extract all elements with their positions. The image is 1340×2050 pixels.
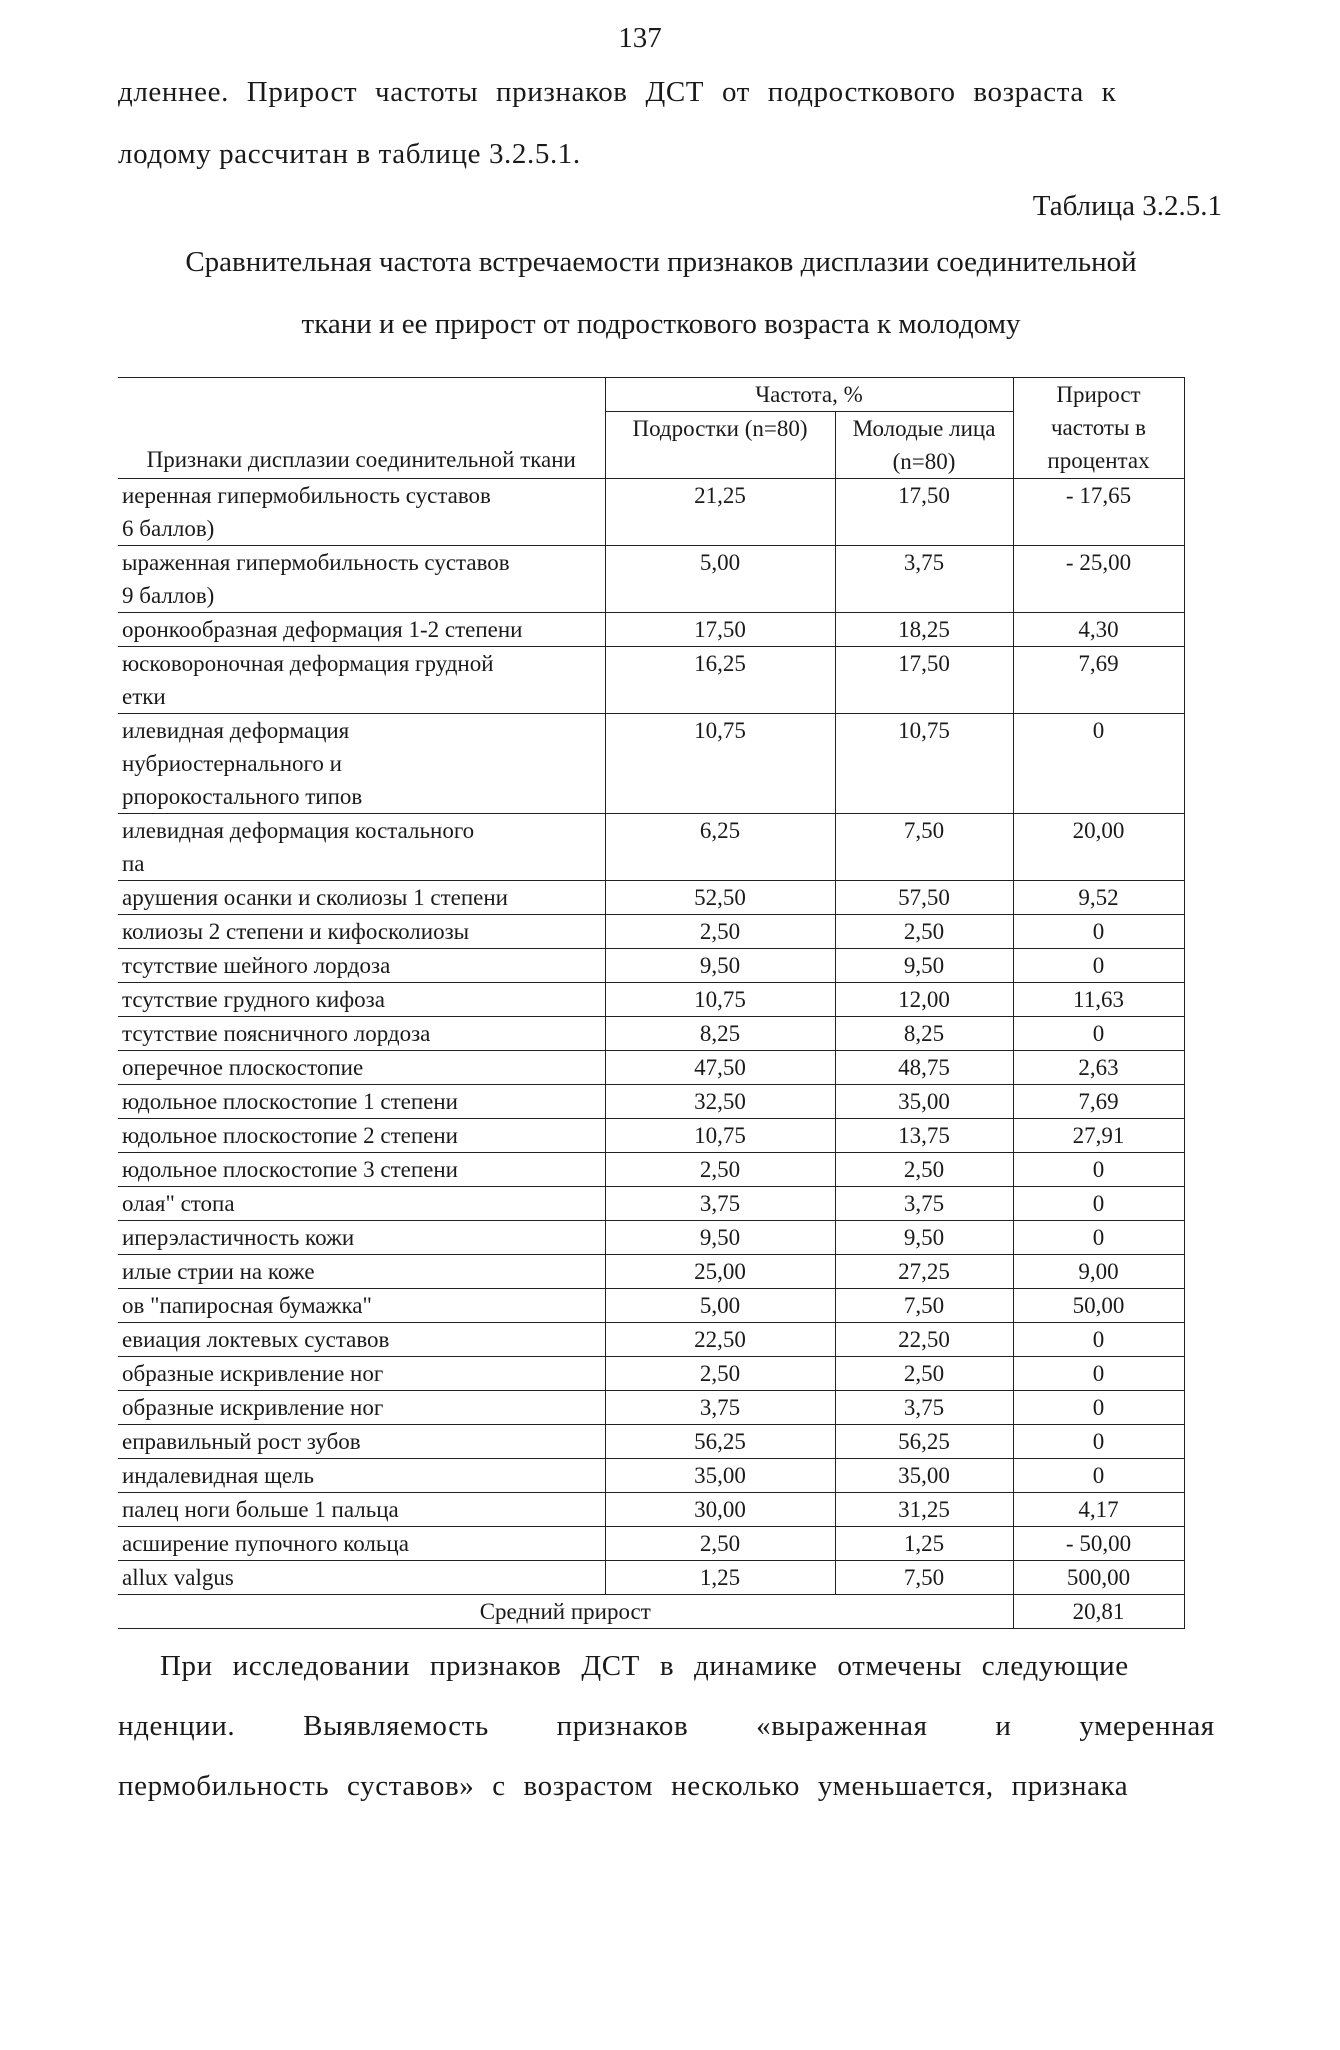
row-growth-value: 0 [1013,949,1184,983]
row-growth-value: 0 [1013,915,1184,949]
table-row [118,949,1184,983]
summary-label: Средний прирост [118,1595,1013,1629]
row-young-value: 31,25 [835,1493,1013,1527]
row-sign: тсутствие шейного лордоза [118,949,605,983]
table-row [118,1561,1184,1595]
row-sign: иеренная гипермобильность суставов 6 баллов) [118,479,605,546]
row-young-value: 12,00 [835,983,1013,1017]
row-teens-value: 10,75 [605,983,835,1017]
table-row [118,613,1184,647]
outro-line-1: При исследовании признаков ДСТ в динамике отмечены следующие [160,1650,1129,1682]
table-caption-line-2: ткани и ее прирост от подросткового возраста к молодому [301,308,1021,340]
row-young-value: 56,25 [835,1425,1013,1459]
row-growth-value: 0 [1013,1153,1184,1187]
row-young-value: 10,75 [835,714,1013,814]
row-growth-value: - 50,00 [1013,1527,1184,1561]
row-teens-value: 22,50 [605,1323,835,1357]
row-sign: образные искривление ног [118,1391,605,1425]
row-young-value: 9,50 [835,1221,1013,1255]
table-row [118,1323,1184,1357]
header-frequency: Частота, % [605,378,1013,412]
row-teens-value: 5,00 [605,1289,835,1323]
row-growth-value: 500,00 [1013,1561,1184,1595]
row-growth-value: 0 [1013,714,1184,814]
summary-value: 20,81 [1013,1595,1184,1629]
table-row [118,1119,1184,1153]
table-row [118,714,1184,814]
row-growth-value: 0 [1013,1221,1184,1255]
row-young-value: 35,00 [835,1459,1013,1493]
row-young-value: 13,75 [835,1119,1013,1153]
row-growth-value: - 25,00 [1013,546,1184,613]
row-young-value: 17,50 [835,647,1013,714]
row-sign: илевидная деформация костального па [118,814,605,881]
row-young-value: 27,25 [835,1255,1013,1289]
row-teens-value: 9,50 [605,949,835,983]
row-sign: еправильный рост зубов [118,1425,605,1459]
row-young-value: 7,50 [835,1561,1013,1595]
header-young: Молодые лица (n=80) [835,412,1013,479]
table-row [118,814,1184,881]
row-growth-value: 20,00 [1013,814,1184,881]
row-growth-value: 0 [1013,1323,1184,1357]
outro-line-2: нденции. Выявляемость признаков «выраженная и умеренная [118,1710,1215,1742]
row-sign: ыраженная гипермобильность суставов 9 баллов) [118,546,605,613]
table-row [118,881,1184,915]
row-growth-value: - 17,65 [1013,479,1184,546]
row-sign: юдольное плоскостопие 3 степени [118,1153,605,1187]
intro-line-1: дленнее. Прирост частоты признаков ДСТ от подросткового возраста к [118,76,1117,108]
row-sign: юдольное плоскостопие 2 степени [118,1119,605,1153]
header-signs: Признаки дисплазии соединительной ткани [118,378,605,479]
row-teens-value: 56,25 [605,1425,835,1459]
row-sign: тсутствие грудного кифоза [118,983,605,1017]
table-label: Таблица 3.2.5.1 [1032,190,1222,222]
row-growth-value: 11,63 [1013,983,1184,1017]
table-body [118,479,1184,1595]
table-row [118,1221,1184,1255]
row-teens-value: 10,75 [605,1119,835,1153]
row-teens-value: 2,50 [605,915,835,949]
table-row [118,1051,1184,1085]
outro-line-3: пермобильность суставов» с возрастом несколько уменьшается, признака [118,1770,1129,1802]
row-young-value: 3,75 [835,1187,1013,1221]
table-row [118,1255,1184,1289]
table-row [118,1085,1184,1119]
table-row [118,1357,1184,1391]
row-young-value: 2,50 [835,1153,1013,1187]
table-row [118,1391,1184,1425]
row-sign: юсковороночная деформация грудной етки [118,647,605,714]
row-growth-value: 0 [1013,1425,1184,1459]
row-sign: асширение пупочного кольца [118,1527,605,1561]
row-teens-value: 3,75 [605,1187,835,1221]
row-sign: оперечное плоскостопие [118,1051,605,1085]
row-sign: тсутствие поясничного лордоза [118,1017,605,1051]
row-sign: палец ноги больше 1 пальца [118,1493,605,1527]
row-sign: евиация локтевых суставов [118,1323,605,1357]
summary-row [118,1595,1184,1629]
row-growth-value: 50,00 [1013,1289,1184,1323]
row-teens-value: 3,75 [605,1391,835,1425]
row-teens-value: 5,00 [605,546,835,613]
dst-frequency-table [118,377,1185,1629]
row-sign: илевидная деформация нубриостернального и рпорокостального типов [118,714,605,814]
row-growth-value: 7,69 [1013,1085,1184,1119]
row-sign: олая" стопа [118,1187,605,1221]
row-teens-value: 17,50 [605,613,835,647]
row-teens-value: 16,25 [605,647,835,714]
row-growth-value: 4,30 [1013,613,1184,647]
row-young-value: 7,50 [835,814,1013,881]
row-teens-value: 2,50 [605,1153,835,1187]
row-young-value: 2,50 [835,1357,1013,1391]
page-number: 137 [618,22,662,54]
table-row [118,1017,1184,1051]
row-sign: иперэластичность кожи [118,1221,605,1255]
row-growth-value: 0 [1013,1357,1184,1391]
row-young-value: 35,00 [835,1085,1013,1119]
row-teens-value: 6,25 [605,814,835,881]
row-young-value: 3,75 [835,546,1013,613]
row-young-value: 7,50 [835,1289,1013,1323]
row-young-value: 2,50 [835,915,1013,949]
row-growth-value: 7,69 [1013,647,1184,714]
row-teens-value: 25,00 [605,1255,835,1289]
table-row [118,1153,1184,1187]
row-growth-value: 0 [1013,1391,1184,1425]
row-growth-value: 27,91 [1013,1119,1184,1153]
row-teens-value: 9,50 [605,1221,835,1255]
table-row [118,546,1184,613]
row-sign: allux valgus [118,1561,605,1595]
row-growth-value: 0 [1013,1459,1184,1493]
row-growth-value: 0 [1013,1187,1184,1221]
row-young-value: 9,50 [835,949,1013,983]
row-sign: образные искривление ног [118,1357,605,1391]
row-teens-value: 35,00 [605,1459,835,1493]
table-row [118,1459,1184,1493]
row-teens-value: 32,50 [605,1085,835,1119]
table-row [118,479,1184,546]
row-young-value: 18,25 [835,613,1013,647]
row-teens-value: 30,00 [605,1493,835,1527]
row-sign: юдольное плоскостопие 1 степени [118,1085,605,1119]
row-teens-value: 2,50 [605,1527,835,1561]
table-row [118,983,1184,1017]
row-teens-value: 10,75 [605,714,835,814]
table-row [118,1493,1184,1527]
row-young-value: 57,50 [835,881,1013,915]
table-row [118,1527,1184,1561]
row-teens-value: 8,25 [605,1017,835,1051]
row-sign: ов "папиросная бумажка" [118,1289,605,1323]
row-growth-value: 9,00 [1013,1255,1184,1289]
table-row [118,647,1184,714]
row-teens-value: 21,25 [605,479,835,546]
table-row [118,1425,1184,1459]
row-sign: колиозы 2 степени и кифосколиозы [118,915,605,949]
row-teens-value: 52,50 [605,881,835,915]
row-sign: илые стрии на коже [118,1255,605,1289]
row-sign: индалевидная щель [118,1459,605,1493]
row-growth-value: 9,52 [1013,881,1184,915]
row-growth-value: 2,63 [1013,1051,1184,1085]
row-sign: арушения осанки и сколиозы 1 степени [118,881,605,915]
row-young-value: 8,25 [835,1017,1013,1051]
intro-line-2: лодому рассчитан в таблице 3.2.5.1. [118,138,581,170]
row-young-value: 3,75 [835,1391,1013,1425]
header-growth: Прирост частоты в процентах [1013,378,1184,479]
row-young-value: 48,75 [835,1051,1013,1085]
table-row [118,915,1184,949]
row-growth-value: 0 [1013,1017,1184,1051]
header-teens: Подростки (n=80) [605,412,835,479]
row-sign: оронкообразная деформация 1-2 степени [118,613,605,647]
row-teens-value: 47,50 [605,1051,835,1085]
table-caption-line-1: Сравнительная частота встречаемости признаков дисплазии соединительной [185,246,1137,278]
row-growth-value: 4,17 [1013,1493,1184,1527]
row-teens-value: 1,25 [605,1561,835,1595]
row-teens-value: 2,50 [605,1357,835,1391]
row-young-value: 17,50 [835,479,1013,546]
table-row [118,1289,1184,1323]
table-row [118,1187,1184,1221]
row-young-value: 1,25 [835,1527,1013,1561]
row-young-value: 22,50 [835,1323,1013,1357]
